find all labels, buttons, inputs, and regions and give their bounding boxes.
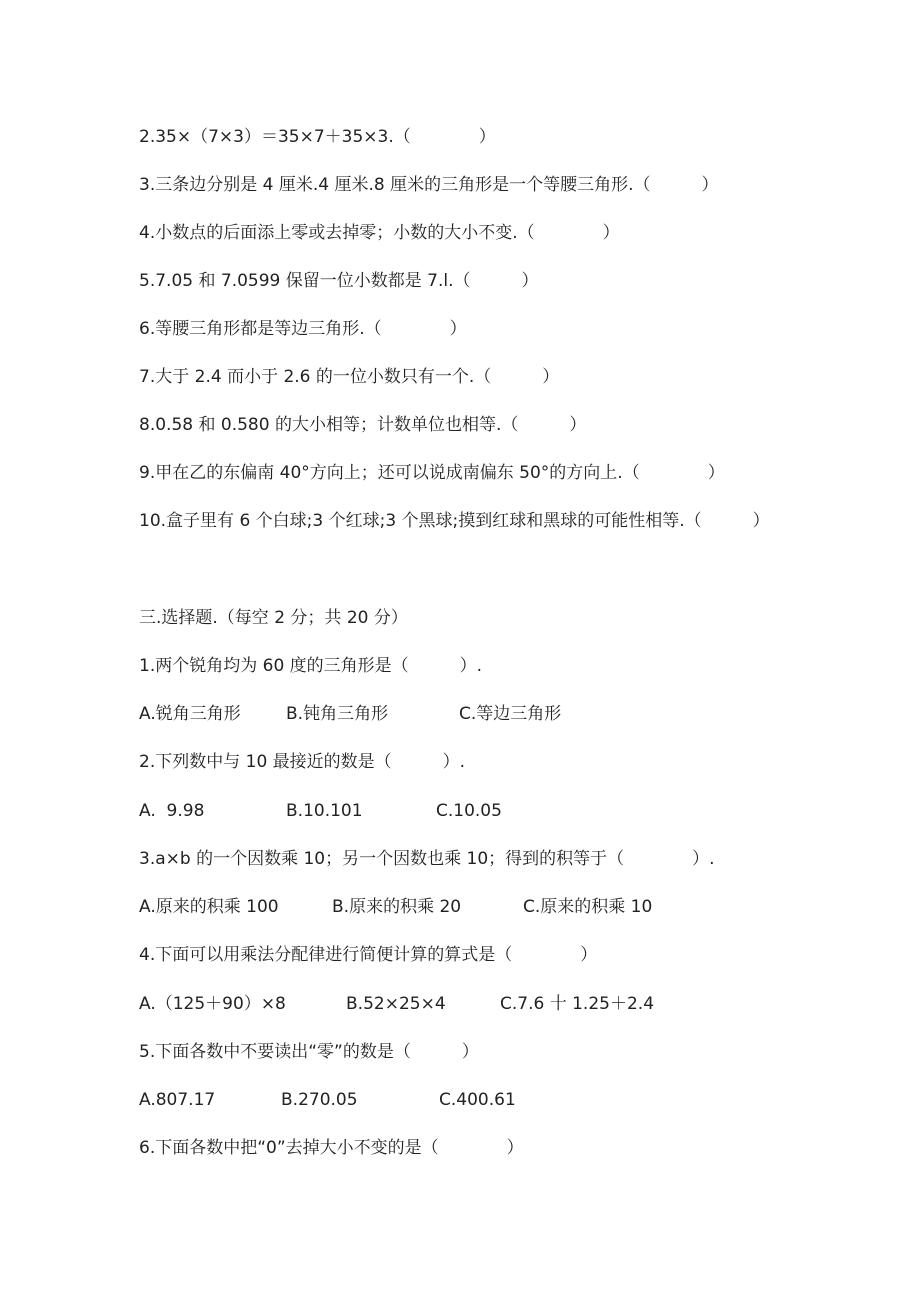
judgement-item-2: 2.35×（7×3）＝35×7＋35×3.（ ） [139,127,496,147]
question-5-option-a: A.807.17 [139,1090,216,1110]
question-3-option-a: A.原来的积乘 100 [139,897,279,917]
judgement-item-5: 5.7.05 和 7.0599 保留一位小数都是 7.l.（ ） [139,271,539,291]
question-3-option-c: C.原来的积乘 10 [523,897,653,917]
question-2-option-c: C.10.05 [436,801,502,821]
judgement-item-9: 9.甲在乙的东偏南 40°方向上；还可以说成南偏东 50°的方向上.（ ） [139,463,725,483]
judgement-item-3: 3.三条边分别是 4 厘米.4 厘米.8 厘米的三角形是一个等腰三角形.（ ） [139,175,719,195]
question-6-stem: 6.下面各数中把“0”去掉大小不变的是（ ） [139,1138,524,1158]
judgement-item-4: 4.小数点的后面添上零或去掉零；小数的大小不变.（ ） [139,223,620,243]
judgement-item-7: 7.大于 2.4 而小于 2.6 的一位小数只有一个.（ ） [139,367,560,387]
question-1-option-a: A.锐角三角形 [139,704,241,724]
question-5-stem: 5.下面各数中不要读出“零”的数是（ ） [139,1042,479,1062]
question-1-option-b: B.钝角三角形 [286,704,389,724]
question-1-stem: 1.两个锐角均为 60 度的三角形是（ ）. [139,656,483,676]
question-5-option-b: B.270.05 [281,1090,358,1110]
question-4-option-c: C.7.6 十 1.25＋2.4 [500,994,655,1014]
question-3-option-b: B.原来的积乘 20 [332,897,462,917]
question-4-option-a: A.（125＋90）×8 [139,994,286,1014]
question-4-stem: 4.下面可以用乘法分配律进行简便计算的算式是（ ） [139,945,598,965]
question-2-option-b: B.10.101 [286,801,363,821]
question-3-stem: 3.a×b 的一个因数乘 10；另一个因数也乘 10；得到的积等于（ ）. [139,849,715,869]
question-1-option-c: C.等边三角形 [459,704,562,724]
question-4-option-b: B.52×25×4 [346,994,446,1014]
judgement-item-8: 8.0.58 和 0.580 的大小相等；计数单位也相等.（ ） [139,415,587,435]
question-5-option-c: C.400.61 [439,1090,516,1110]
question-2-option-a: A. 9.98 [139,801,205,821]
judgement-item-6: 6.等腰三角形都是等边三角形.（ ） [139,319,467,339]
section-title: 三.选择题.（每空 2 分；共 20 分） [139,608,408,628]
question-2-stem: 2.下列数中与 10 最接近的数是（ ）. [139,752,466,772]
judgement-item-10: 10.盒子里有 6 个白球;3 个红球;3 个黑球;摸到红球和黑球的可能性相等.（ ） [139,511,770,531]
